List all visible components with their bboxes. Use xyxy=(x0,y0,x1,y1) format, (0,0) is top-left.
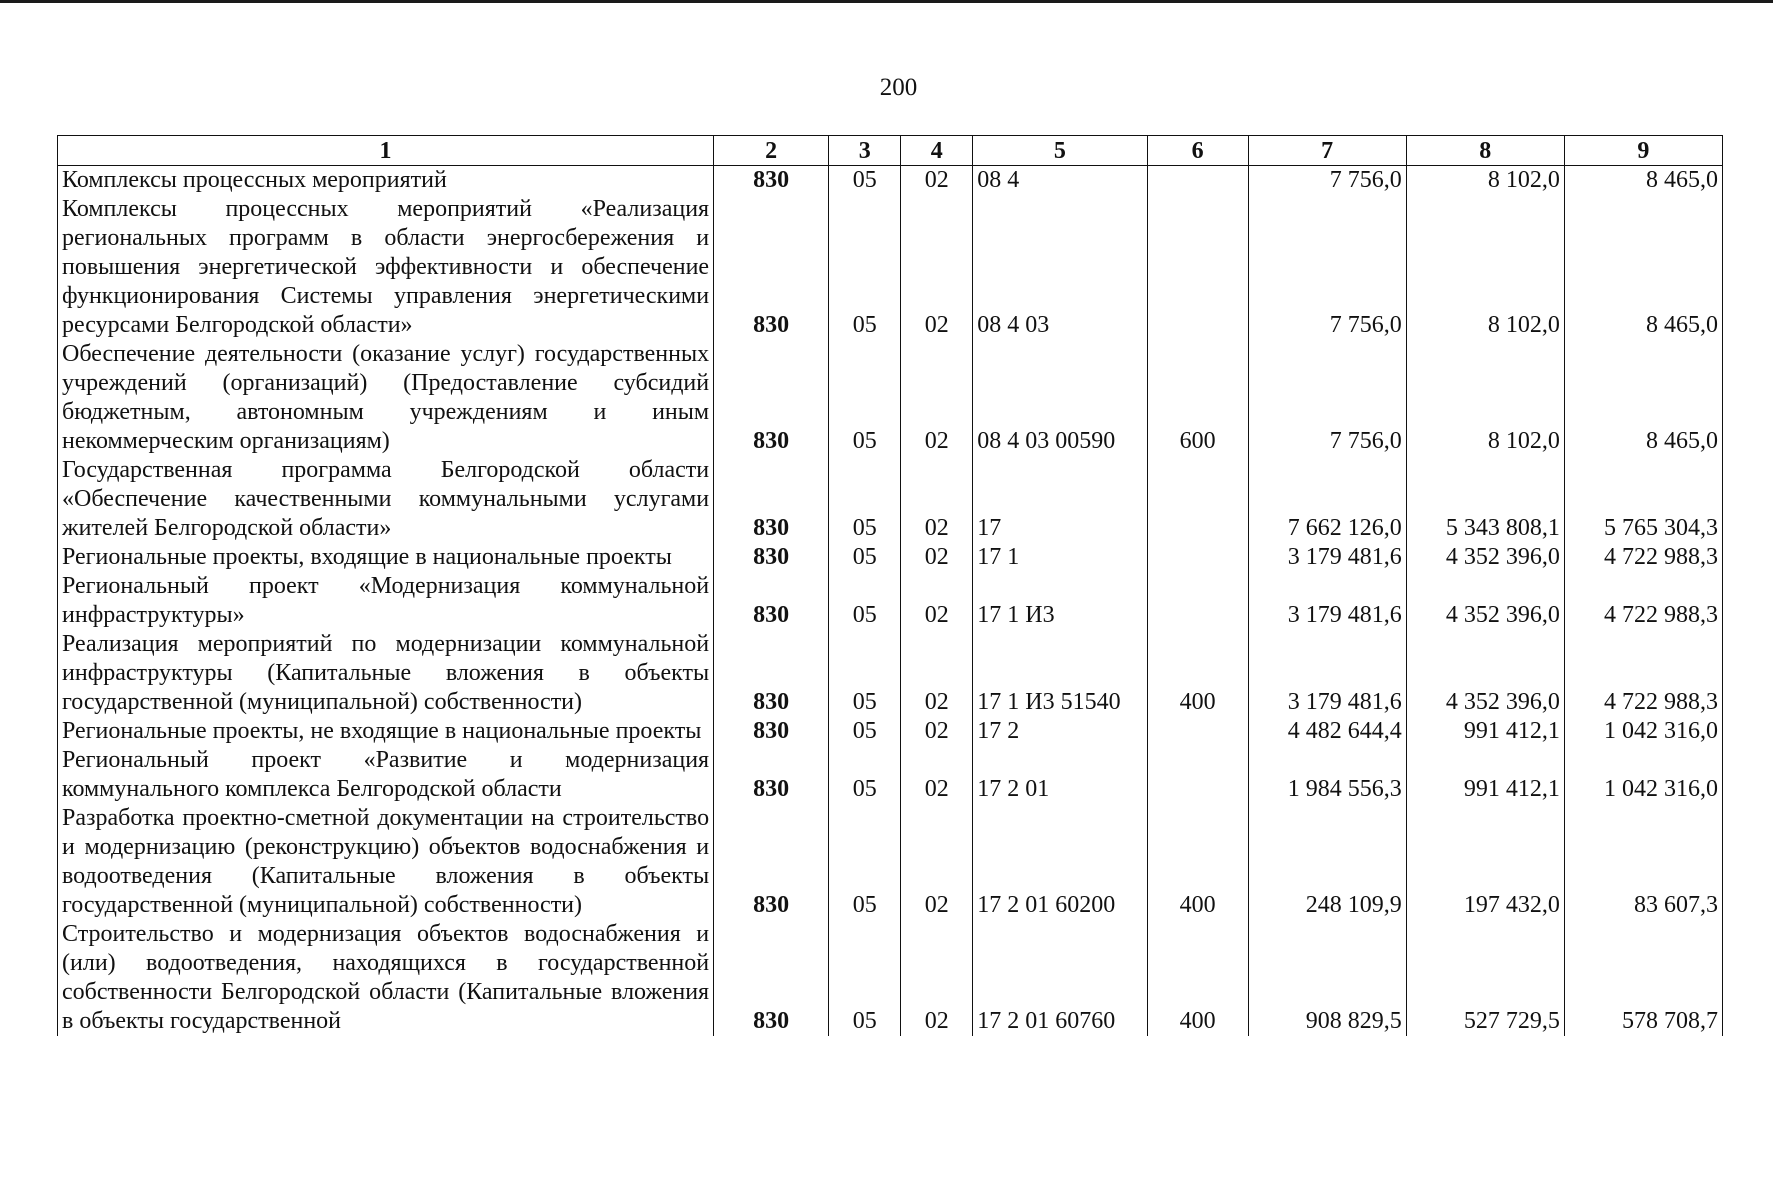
value-cell-9: 4 722 988,3 xyxy=(1564,543,1722,572)
table-body xyxy=(58,166,1723,1037)
column-header: 2 xyxy=(714,136,829,166)
row-name-text: Региональные проекты, входящие в национальные проекты xyxy=(62,544,672,570)
table-row xyxy=(58,746,1723,804)
value-cell-9: 8 465,0 xyxy=(1564,195,1722,340)
subsection-cell: 02 xyxy=(901,630,973,717)
top-rule xyxy=(0,0,1773,3)
value-cell-7: 4 482 644,4 xyxy=(1248,717,1406,746)
code-cell: 830 xyxy=(714,630,829,717)
target-code-cell: 17 1 xyxy=(973,543,1147,572)
expense-type-cell xyxy=(1147,195,1248,340)
value-cell-8: 8 102,0 xyxy=(1406,195,1564,340)
section-cell: 05 xyxy=(829,340,901,456)
table-header-row xyxy=(58,136,1723,166)
value-cell-7: 7 756,0 xyxy=(1248,340,1406,456)
row-name-text: Региональный проект «Модернизация коммунальной инфраструктуры» xyxy=(62,573,710,628)
value-cell-8: 4 352 396,0 xyxy=(1406,630,1564,717)
expense-type-cell xyxy=(1147,166,1248,196)
expense-type-cell: 400 xyxy=(1147,804,1248,920)
value-cell-9: 578 708,7 xyxy=(1564,920,1722,1036)
column-header: 6 xyxy=(1147,136,1248,166)
subsection-cell: 02 xyxy=(901,543,973,572)
budget-table xyxy=(57,135,1723,1036)
row-name-cell xyxy=(58,543,714,572)
code-cell: 830 xyxy=(714,804,829,920)
value-cell-7: 7 756,0 xyxy=(1248,195,1406,340)
value-cell-8: 527 729,5 xyxy=(1406,920,1564,1036)
value-cell-8: 991 412,1 xyxy=(1406,717,1564,746)
value-cell-8: 4 352 396,0 xyxy=(1406,543,1564,572)
target-code-cell: 17 2 01 60760 xyxy=(973,920,1147,1036)
subsection-cell: 02 xyxy=(901,746,973,804)
target-code-cell: 17 2 01 60200 xyxy=(973,804,1147,920)
column-header: 9 xyxy=(1564,136,1722,166)
code-cell: 830 xyxy=(714,920,829,1036)
expense-type-cell xyxy=(1147,456,1248,543)
subsection-cell: 02 xyxy=(901,340,973,456)
section-cell: 05 xyxy=(829,717,901,746)
row-name-cell xyxy=(58,804,714,920)
value-cell-9: 83 607,3 xyxy=(1564,804,1722,920)
value-cell-8: 197 432,0 xyxy=(1406,804,1564,920)
column-header: 4 xyxy=(901,136,973,166)
expense-type-cell xyxy=(1147,572,1248,630)
target-code-cell: 08 4 03 00590 xyxy=(973,340,1147,456)
value-cell-7: 3 179 481,6 xyxy=(1248,543,1406,572)
column-header: 5 xyxy=(973,136,1147,166)
section-cell: 05 xyxy=(829,456,901,543)
subsection-cell: 02 xyxy=(901,195,973,340)
table-row xyxy=(58,456,1723,543)
row-name-cell xyxy=(58,340,714,456)
code-cell: 830 xyxy=(714,340,829,456)
code-cell: 830 xyxy=(714,746,829,804)
page-number: 200 xyxy=(879,74,918,101)
value-cell-7: 1 984 556,3 xyxy=(1248,746,1406,804)
value-cell-9: 8 465,0 xyxy=(1564,166,1722,196)
table-row xyxy=(58,195,1723,340)
table-row xyxy=(58,804,1723,920)
value-cell-7: 3 179 481,6 xyxy=(1248,630,1406,717)
row-name-text: Строительство и модернизация объектов водоснабжения и (или) водоотведения, находящихся в государственной собственности Белгородской области (Капитальные вложения в объекты государственной xyxy=(62,921,710,1034)
expense-type-cell xyxy=(1147,543,1248,572)
row-name-cell xyxy=(58,166,714,196)
expense-type-cell xyxy=(1147,717,1248,746)
value-cell-8: 8 102,0 xyxy=(1406,340,1564,456)
row-name-text: Комплексы процессных мероприятий «Реализация региональных программ в области энергосбережения и повышения энергетической эффективности и обеспечение функционирования Системы управления энергетическими ресурсами Белгородской области» xyxy=(62,196,710,338)
value-cell-7: 3 179 481,6 xyxy=(1248,572,1406,630)
table-row xyxy=(58,543,1723,572)
code-cell: 830 xyxy=(714,717,829,746)
row-name-text: Государственная программа Белгородской области «Обеспечение качественными коммунальными услугами жителей Белгородской области» xyxy=(62,457,710,541)
row-name-text: Реализация мероприятий по модернизации коммунальной инфраструктуры (Капитальные вложения в объекты государственной (муниципальной) собственности) xyxy=(62,631,710,715)
section-cell: 05 xyxy=(829,920,901,1036)
value-cell-8: 5 343 808,1 xyxy=(1406,456,1564,543)
target-code-cell: 17 2 xyxy=(973,717,1147,746)
table-row xyxy=(58,717,1723,746)
subsection-cell: 02 xyxy=(901,572,973,630)
target-code-cell: 17 1 И3 51540 xyxy=(973,630,1147,717)
value-cell-7: 7 756,0 xyxy=(1248,166,1406,196)
code-cell: 830 xyxy=(714,166,829,196)
table-row xyxy=(58,166,1723,196)
target-code-cell: 17 1 И3 xyxy=(973,572,1147,630)
row-name-cell xyxy=(58,456,714,543)
expense-type-cell xyxy=(1147,746,1248,804)
code-cell: 830 xyxy=(714,456,829,543)
subsection-cell: 02 xyxy=(901,717,973,746)
table-row xyxy=(58,630,1723,717)
value-cell-8: 4 352 396,0 xyxy=(1406,572,1564,630)
table-row xyxy=(58,920,1723,1036)
subsection-cell: 02 xyxy=(901,920,973,1036)
subsection-cell: 02 xyxy=(901,456,973,543)
row-name-text: Региональный проект «Развитие и модернизация коммунального комплекса Белгородской области xyxy=(62,747,710,802)
expense-type-cell: 600 xyxy=(1147,340,1248,456)
row-name-text: Региональные проекты, не входящие в национальные проекты xyxy=(62,718,702,744)
row-name-cell xyxy=(58,920,714,1036)
value-cell-9: 4 722 988,3 xyxy=(1564,630,1722,717)
code-cell: 830 xyxy=(714,543,829,572)
table-row xyxy=(58,340,1723,456)
row-name-cell xyxy=(58,746,714,804)
row-name-text: Обеспечение деятельности (оказание услуг) государственных учреждений (организаций) (Предоставление субсидий бюджетным, автономным учреждениям и иным некоммерческим организациям) xyxy=(62,341,710,454)
value-cell-8: 991 412,1 xyxy=(1406,746,1564,804)
value-cell-9: 5 765 304,3 xyxy=(1564,456,1722,543)
value-cell-7: 248 109,9 xyxy=(1248,804,1406,920)
expense-type-cell: 400 xyxy=(1147,920,1248,1036)
row-name-text: Комплексы процессных мероприятий xyxy=(62,167,447,193)
column-header: 3 xyxy=(829,136,901,166)
section-cell: 05 xyxy=(829,746,901,804)
target-code-cell: 17 xyxy=(973,456,1147,543)
subsection-cell: 02 xyxy=(901,166,973,196)
column-header: 1 xyxy=(58,136,714,166)
value-cell-9: 4 722 988,3 xyxy=(1564,572,1722,630)
subsection-cell: 02 xyxy=(901,804,973,920)
row-name-text: Разработка проектно-сметной документации на строительство и модернизацию (реконструкцию) объектов водоснабжения и водоотведения (Капитальные вложения в объекты государственной (муниципальной) собственности) xyxy=(62,805,710,918)
row-name-cell xyxy=(58,195,714,340)
section-cell: 05 xyxy=(829,630,901,717)
table-row xyxy=(58,572,1723,630)
target-code-cell: 17 2 01 xyxy=(973,746,1147,804)
code-cell: 830 xyxy=(714,572,829,630)
target-code-cell: 08 4 xyxy=(973,166,1147,196)
section-cell: 05 xyxy=(829,572,901,630)
section-cell: 05 xyxy=(829,804,901,920)
row-name-cell xyxy=(58,630,714,717)
value-cell-8: 8 102,0 xyxy=(1406,166,1564,196)
target-code-cell: 08 4 03 xyxy=(973,195,1147,340)
value-cell-9: 1 042 316,0 xyxy=(1564,746,1722,804)
value-cell-7: 7 662 126,0 xyxy=(1248,456,1406,543)
code-cell: 830 xyxy=(714,195,829,340)
section-cell: 05 xyxy=(829,195,901,340)
value-cell-9: 1 042 316,0 xyxy=(1564,717,1722,746)
column-header: 7 xyxy=(1248,136,1406,166)
value-cell-7: 908 829,5 xyxy=(1248,920,1406,1036)
section-cell: 05 xyxy=(829,166,901,196)
column-header: 8 xyxy=(1406,136,1564,166)
row-name-cell xyxy=(58,717,714,746)
section-cell: 05 xyxy=(829,543,901,572)
row-name-cell xyxy=(58,572,714,630)
expense-type-cell: 400 xyxy=(1147,630,1248,717)
value-cell-9: 8 465,0 xyxy=(1564,340,1722,456)
